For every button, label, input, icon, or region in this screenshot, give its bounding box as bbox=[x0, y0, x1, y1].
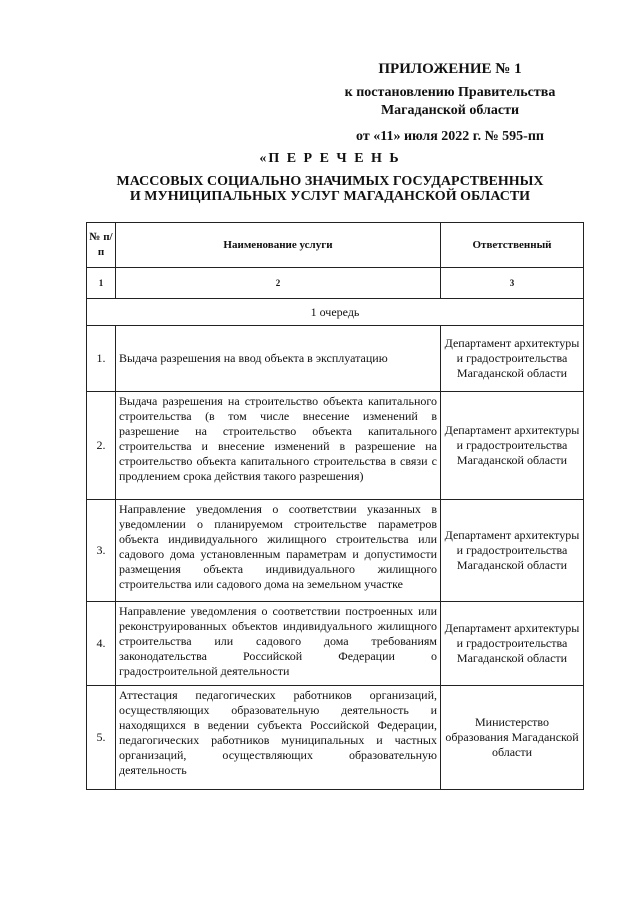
row-num: 3. bbox=[87, 500, 116, 602]
service-name: Выдача разрешения на строительство объекта капитального строительства (в том числе внесение изменений в разрешение на строительство объекта капитального строительства и внесение изменений в разрешение на строительство объекта капитального строительства в связи с продлением срока действия такого разрешения) bbox=[116, 392, 441, 500]
row-num: 2. bbox=[87, 392, 116, 500]
appendix-date: от «11» июля 2022 г. № 595-пп bbox=[356, 129, 544, 144]
service-name: Аттестация педагогических работников организаций, осуществляющих образовательную деятельность и находящихся в ведении субъекта Российской Федерации, педагогических работников муниципальных и частных организаций, осуществляющих образовательную деятельность bbox=[116, 686, 441, 790]
index-1: 1 bbox=[87, 268, 116, 299]
row-num: 5. bbox=[87, 686, 116, 790]
service-name: Направление уведомления о соответствии построенных или реконструированных объектов индивидуального жилищного строительства или садового дома требованиям законодательства Российской Федерации о градостроительной деятельности bbox=[116, 602, 441, 686]
header-num: № п/п bbox=[87, 223, 116, 268]
title-perechen: «П Е Р Е Ч Е Н Ь bbox=[259, 151, 401, 166]
appendix-line-1: к постановлению Правительства bbox=[344, 85, 556, 100]
column-index-row bbox=[87, 268, 584, 299]
title-line-2: И МУНИЦИПАЛЬНЫХ УСЛУГ МАГАДАНСКОЙ ОБЛАСТИ bbox=[129, 189, 531, 204]
service-name: Направление уведомления о соответствии указанных в уведомлении о планируемом строительстве параметров объекта индивидуального жилищного строительства или садового дома установленным параметрам и допустимости размещения объекта индивидуального жилищного строительства или садового дома на земельном участке bbox=[116, 500, 441, 602]
responsible: Департамент архитектуры и градостроительства Магаданской области bbox=[441, 500, 584, 602]
appendix-title: ПРИЛОЖЕНИЕ № 1 bbox=[378, 61, 522, 77]
services-table bbox=[86, 222, 584, 790]
table-row bbox=[87, 392, 584, 500]
header-name: Наименование услуги bbox=[116, 223, 441, 268]
responsible: Министерство образования Магаданской области bbox=[441, 686, 584, 790]
index-3: 3 bbox=[441, 268, 584, 299]
table-row bbox=[87, 602, 584, 686]
queue-label: 1 очередь bbox=[87, 299, 584, 326]
appendix-header bbox=[330, 60, 570, 146]
table-header-row bbox=[87, 223, 584, 268]
responsible: Департамент архитектуры и градостроительства Магаданской области bbox=[441, 602, 584, 686]
row-num: 4. bbox=[87, 602, 116, 686]
service-name: Выдача разрешения на ввод объекта в эксплуатацию bbox=[116, 326, 441, 392]
queue-row bbox=[87, 299, 584, 326]
responsible: Департамент архитектуры и градостроительства Магаданской области bbox=[441, 326, 584, 392]
table-row bbox=[87, 326, 584, 392]
table-row bbox=[87, 686, 584, 790]
index-2: 2 bbox=[116, 268, 441, 299]
responsible: Департамент архитектуры и градостроительства Магаданской области bbox=[441, 392, 584, 500]
table-row bbox=[87, 500, 584, 602]
row-num: 1. bbox=[87, 326, 116, 392]
title-line-1: МАССОВЫХ СОЦИАЛЬНО ЗНАЧИМЫХ ГОСУДАРСТВЕННЫХ bbox=[116, 174, 544, 189]
appendix-line-2: Магаданской области bbox=[380, 103, 520, 118]
header-resp: Ответственный bbox=[441, 223, 584, 268]
document-title bbox=[80, 150, 580, 204]
